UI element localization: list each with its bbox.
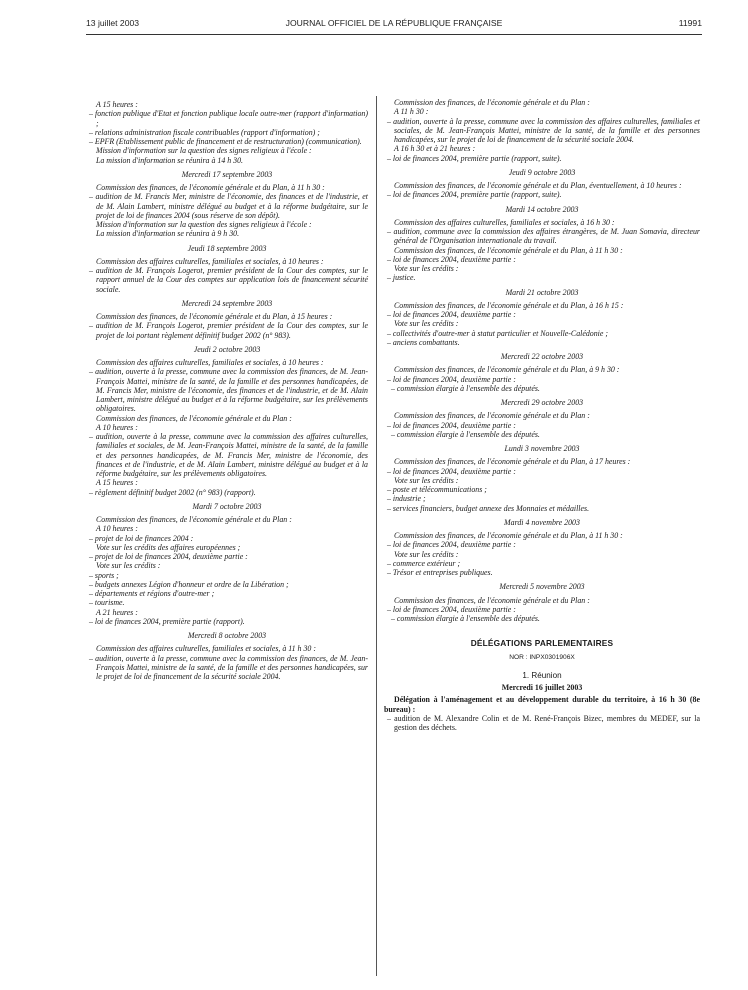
- time-heading: A 16 h 30 et à 21 heures :: [394, 144, 476, 154]
- session-date: Mercredi 8 octobre 2003: [187, 631, 267, 640]
- agenda-item: Vote sur les crédits :: [394, 475, 459, 485]
- agenda-item: – anciens combattants.: [387, 337, 460, 347]
- header-rule: [86, 34, 702, 35]
- commission-heading: Commission des finances, de l'économie générale et du Plan, à 9 h 30 :: [394, 365, 620, 375]
- subsection-title: 1. Réunion: [522, 670, 562, 680]
- commission-heading: Commission des affaires culturelles, familiales et sociales, à 16 h 30 :: [394, 217, 615, 227]
- agenda-item: – départements et régions d'outre-mer ;: [89, 589, 215, 598]
- header-date: 13 juillet 2003: [86, 18, 140, 28]
- agenda-item: – poste et télécommunications ;: [387, 485, 487, 494]
- commission-heading: Commission des finances, de l'économie générale et du Plan, à 11 h 30 :: [394, 245, 623, 255]
- agenda-item: – loi de finances 2004, deuxième partie :: [387, 310, 516, 319]
- session-date: Lundi 3 novembre 2003: [504, 444, 580, 453]
- delegation-heading: Délégation à l'aménagement et au développement durable du territoire, à 16 h 30 (8e bureau) :: [384, 695, 700, 714]
- agenda-item: – collectivités d'outre-mer à statut particulier et Nouvelle-Calédonie ;: [387, 328, 608, 338]
- agenda-item: Vote sur les crédits :: [394, 549, 459, 559]
- header-title: JOURNAL OFFICIEL DE LA RÉPUBLIQUE FRANÇAISE: [285, 18, 503, 28]
- agenda-item: – EPFR (Etablissement public de financement et de restructuration) (communication).: [89, 137, 362, 146]
- agenda-item: – loi de finances 2004, deuxième partie :: [387, 254, 516, 264]
- commission-heading: Commission des finances, de l'économie générale et du Plan :: [394, 411, 590, 421]
- agenda-item: Vote sur les crédits des affaires européennes ;: [96, 542, 241, 552]
- agenda-item: Vote sur les crédits :: [96, 561, 161, 571]
- agenda-item: – audition de M. François Logerot, premier président de la Cour des comptes, sur le rapport annuel de la Cour des comptes sur application lois de financement sécurité sociale.: [89, 266, 368, 294]
- commission-heading: Commission des finances, de l'économie générale et du Plan, éventuellement, à 10 heures :: [394, 181, 682, 190]
- session-date: Jeudi 9 octobre 2003: [508, 167, 576, 177]
- agenda-item: – loi de finances 2004, première partie (rapport, suite).: [387, 153, 562, 163]
- session-date: Mercredi 17 septembre 2003: [181, 169, 273, 179]
- session-date: Jeudi 18 septembre 2003: [187, 243, 267, 253]
- time-heading: A 11 h 30 :: [394, 107, 429, 117]
- agenda-item: – audition, ouverte à la presse, commune avec la commission des affaires culturelles, familiales et sociales, de M. Jean-François Mattei, ministre de la santé, de la famille et des personnes handicapées, de M. Francis Mer, ministre de l'économie, des finances et de l'industrie, et de M. Alain Lambert, ministre délégué au budget et à la réforme budgétaire, sur les prélèvements obligatoires.: [89, 432, 368, 478]
- header-page-number: 11991: [678, 18, 702, 28]
- agenda-item: – loi de finances 2004, deuxième partie :: [387, 540, 516, 550]
- commission-heading: Commission des affaires culturelles, familiales et sociales, à 10 heures :: [96, 358, 324, 367]
- commission-heading: Commission des finances, de l'économie générale et du Plan, à 11 h 30 :: [96, 183, 325, 192]
- agenda-item: – loi de finances 2004, deuxième partie :: [387, 420, 516, 430]
- agenda-item: – loi de finances 2004, deuxième partie :: [387, 466, 516, 476]
- agenda-item: – audition de M. François Logerot, premier président de la Cour des comptes, sur le projet de loi portant règlement définitif budget 2002 (n° 983).: [89, 321, 368, 340]
- agenda-item: – relations administration fiscale contribuables (rapport d'information) ;: [89, 127, 320, 137]
- commission-heading: Commission des finances, de l'économie générale et du Plan :: [96, 413, 292, 423]
- agenda-item: – audition, ouverte à la presse, commune avec la commission des finances, de M. Jean-François Mattei, ministre de la santé, de la famille et des personnes handicapées, de M. Francis Mer, ministre de l'économie, des finances et de l'industrie, et de M. Alain Lambert, ministre délégué au budget et à la réforme budgétaire, sur les prélèvements obligatoires.: [89, 367, 368, 414]
- agenda-item: – fonction publique d'Etat et fonction publique locale outre-mer (rapport d'information) ;: [89, 109, 368, 128]
- section-title: DÉLÉGATIONS PARLEMENTAIRES: [470, 638, 614, 649]
- session-date: Mardi 14 octobre 2003: [505, 204, 579, 214]
- commission-heading: Commission des finances, de l'économie générale et du Plan, à 17 heures :: [394, 457, 631, 467]
- agenda-item: – projet de loi de finances 2004, deuxième partie :: [89, 552, 248, 561]
- agenda-item: – commission élargie à l'ensemble des députés.: [391, 383, 540, 393]
- page-header: [86, 18, 702, 32]
- commission-heading: Commission des finances, de l'économie générale et du Plan :: [394, 595, 590, 605]
- nor-reference: NOR : INPX0301906X: [509, 653, 575, 661]
- session-date: Mardi 7 octobre 2003: [192, 501, 262, 511]
- agenda-item: – règlement définitif budget 2002 (n° 983) (rapport).: [89, 487, 256, 497]
- agenda-item: – audition, commune avec la commission des affaires étrangères, de M. Juan Somavia, directeur général de l'Organisation internationale du travail.: [387, 227, 700, 246]
- agenda-item: – budgets annexes Légion d'honneur et ordre de la Libération ;: [89, 579, 289, 589]
- agenda-item: Vote sur les crédits :: [394, 319, 459, 329]
- left-column: [86, 100, 368, 681]
- agenda-item: – loi de finances 2004, deuxième partie :: [387, 374, 516, 384]
- commission-heading: Commission des finances, de l'économie générale et du Plan :: [96, 515, 292, 524]
- time-heading: A 15 heures :: [96, 100, 138, 109]
- mission-line: La mission d'information se réunira à 14 h 30.: [96, 155, 244, 165]
- agenda-item: – audition, ouverte à la presse, commune avec la commission des affaires culturelles, familiales et sociales, de M. Jean-François Mattei, ministre de la santé, de la famille et des personnes handicapées, sur le projet de loi de financement de la sécurité sociale 2004.: [387, 116, 700, 144]
- agenda-item: – loi de finances 2004, première partie (rapport, suite).: [387, 190, 562, 200]
- session-date: Mercredi 24 septembre 2003: [181, 298, 273, 308]
- session-date: Mercredi 5 novembre 2003: [499, 582, 585, 592]
- agenda-item: – projet de loi de finances 2004 :: [89, 533, 194, 543]
- session-date: Mardi 4 novembre 2003: [504, 517, 580, 527]
- commission-heading: Commission des affaires culturelles, familiales et sociales, à 11 h 30 :: [96, 644, 316, 654]
- right-column: [384, 98, 700, 732]
- time-heading: A 21 heures :: [96, 607, 138, 617]
- time-heading: A 15 heures :: [96, 478, 138, 488]
- agenda-item: – commission élargie à l'ensemble des députés.: [391, 429, 540, 439]
- session-date: Mercredi 22 octobre 2003: [500, 352, 584, 361]
- agenda-item: – audition de M. Alexandre Colin et de M. René-François Bizec, membres du MEDEF, sur la gestion des déchets.: [387, 713, 700, 732]
- time-heading: A 10 heures :: [96, 524, 138, 534]
- agenda-item: – commission élargie à l'ensemble des députés.: [391, 614, 540, 623]
- agenda-item: – tourisme.: [89, 598, 125, 608]
- agenda-item: – sports ;: [89, 570, 119, 580]
- mission-line: La mission d'information se réunira à 9 h 30.: [96, 229, 240, 239]
- agenda-item: – Trésor et entreprises publiques.: [387, 568, 493, 577]
- reunion-date: Mercredi 16 juillet 2003: [501, 683, 583, 692]
- agenda-item: – commerce extérieur ;: [387, 558, 461, 568]
- mission-heading: Mission d'information sur la question des signes religieux à l'école :: [96, 220, 312, 229]
- agenda-item: – loi de finances 2004, deuxième partie :: [387, 604, 516, 614]
- agenda-item: Vote sur les crédits :: [394, 264, 459, 273]
- commission-heading: Commission des finances, de l'économie générale et du Plan, à 15 heures :: [96, 312, 333, 321]
- commission-heading: Commission des finances, de l'économie générale et du Plan, à 11 h 30 :: [394, 531, 623, 540]
- column-separator: [376, 96, 377, 976]
- commission-heading: Commission des affaires culturelles, familiales et sociales, à 10 heures :: [96, 256, 324, 266]
- session-date: Mardi 21 octobre 2003: [505, 287, 579, 297]
- agenda-item: – industrie ;: [387, 494, 426, 504]
- commission-heading: Commission des finances, de l'économie générale et du Plan, à 16 h 15 :: [394, 300, 624, 310]
- agenda-item: – audition de M. Francis Mer, ministre de l'économie, des finances et de l'industrie, et de M. Alain Lambert, ministre délégué au budget et à la réforme budgétaire, sur le projet de loi de finances 2004 (sous réserve de son dépôt).: [89, 192, 368, 220]
- session-date: Jeudi 2 octobre 2003: [193, 344, 261, 354]
- commission-heading: Commission des finances, de l'économie générale et du Plan :: [394, 98, 590, 107]
- time-heading: A 10 heures :: [96, 422, 138, 432]
- agenda-item: – justice.: [387, 273, 416, 283]
- agenda-item: – audition, ouverte à la presse, commune avec la commission des finances, de M. Jean-François Mattei, ministre de la santé, de la famille et des personnes handicapées, sur le projet de loi de financement de la sécurité sociale 2004.: [89, 653, 368, 681]
- mission-heading: Mission d'information sur la question des signes religieux à l'école :: [96, 146, 312, 156]
- agenda-item: – loi de finances 2004, première partie (rapport).: [89, 616, 245, 626]
- session-date: Mercredi 29 octobre 2003: [500, 398, 584, 407]
- agenda-item: – services financiers, budget annexe des Monnaies et médailles.: [387, 503, 590, 513]
